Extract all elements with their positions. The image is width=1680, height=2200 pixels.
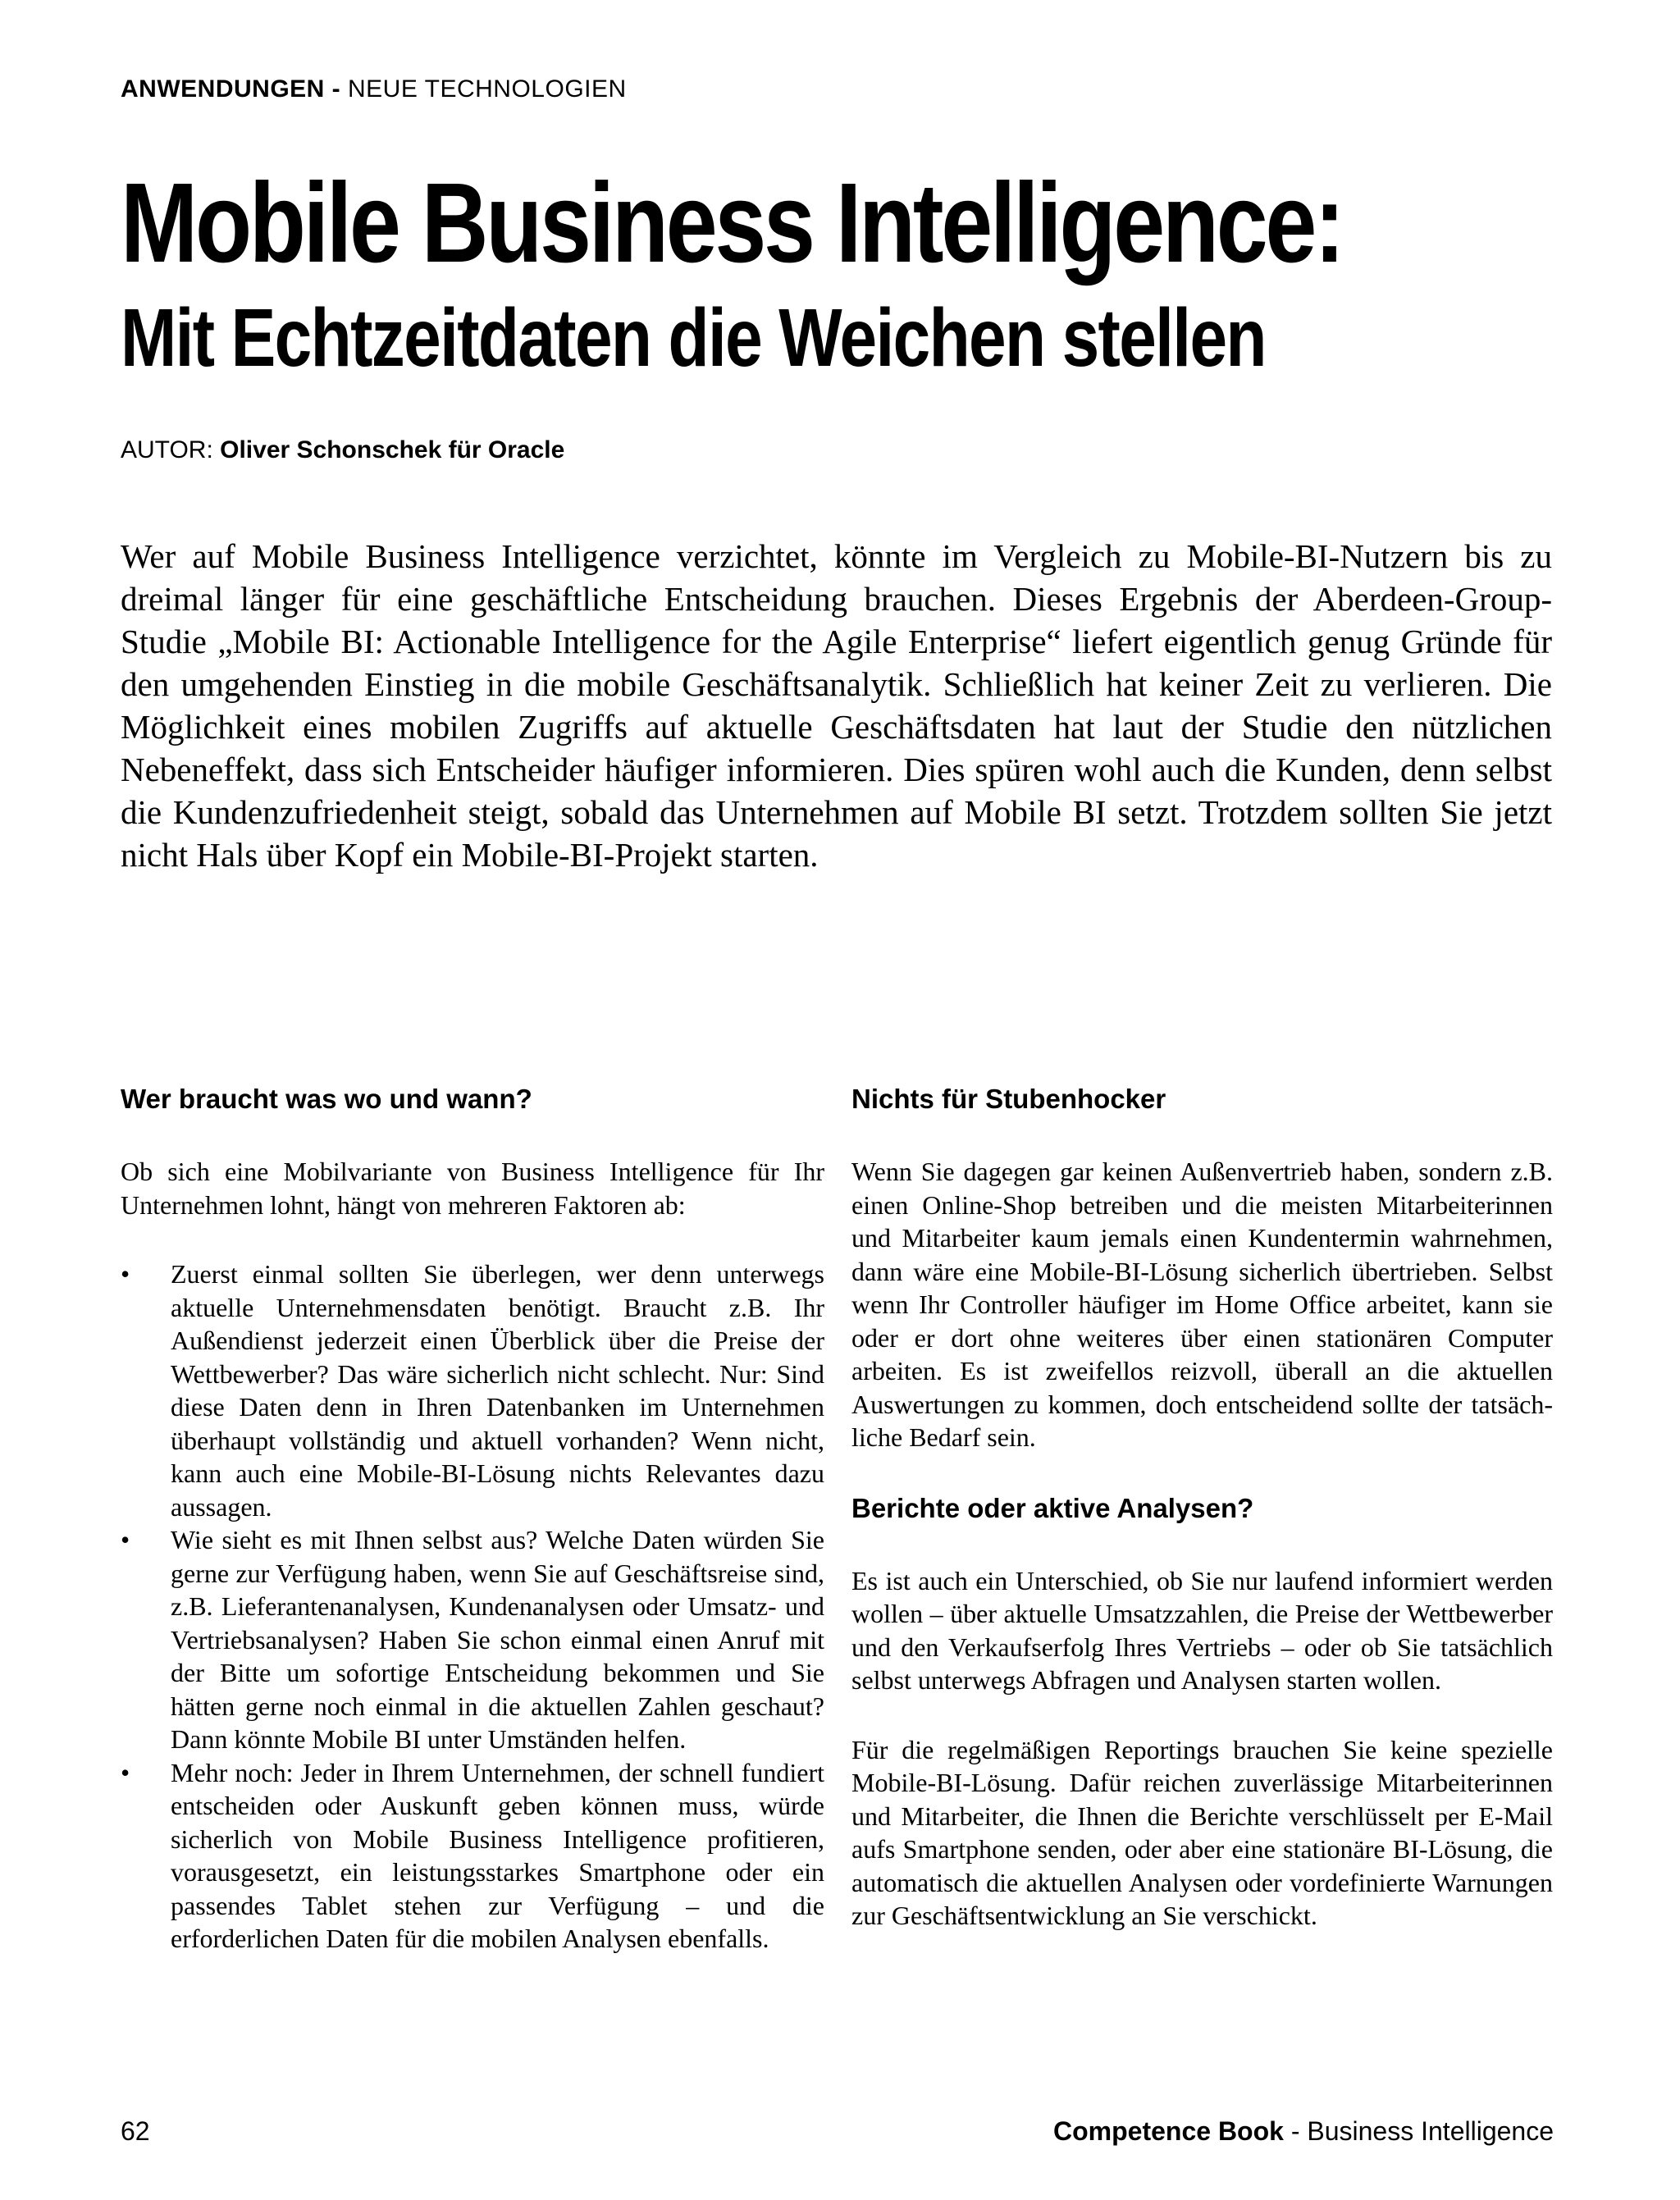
section-heading: Nichts für Stubenhocker — [851, 1084, 1166, 1114]
header-separator: - — [324, 75, 348, 103]
footer-publication — [1053, 2116, 1554, 2147]
bullet-text: Zuerst einmal sollten Sie überlegen, wer denn unterwegs aktuelle Unternehmensdaten benötigt. Braucht z.B. Ihr Außendienst jederzeit einen Überblick über die Preise der Wettbewerber? Das wäre sicherlich nicht schlecht. Nur: Sind diese Daten denn in Ihren Datenbanken im Unternehmen überhaupt vollständig und aktuell vorhanden? Wenn nicht, kann auch eine Mobile-BI-Lösung nichts Relevantes dazu aussagen. — [171, 1259, 824, 1522]
spacer — [851, 1454, 1553, 1492]
lead-paragraph: Wer auf Mobile Business Intelligence verzichtet, könnte im Vergleich zu Mobile-BI-Nutzern bis zu dreimal länger für eine geschäftliche Entscheidung brauchen. Dieses Ergebnis der Aberdeen-Group-Studie „Mobile BI: Actionable Intelligence for the Agile Enterprise“ liefert eigentlich genug Gründe für den umgehenden Einstieg in die mobile Geschäftsanalytik. Schließlich hat keiner Zeit zu verlieren. Die Möglichkeit eines mobilen Zugriffs auf aktuelle Geschäftsdaten hat laut der Studie den nützlichen Nebeneffekt, dass sich Entscheider häufiger informieren. Dies spüren wohl auch die Kunden, denn selbst die Kundenzufriedenheit steigt, sobald das Unternehmen auf Mobile BI setzt. Trotzdem sollten Sie jetzt nicht Hals über Kopf ein Mobile-BI-Projekt starten. — [121, 537, 1552, 874]
section-heading: Wer braucht was wo und wann? — [121, 1084, 532, 1114]
bullet-icon: • — [121, 1259, 130, 1289]
bullet-icon: • — [121, 1757, 130, 1787]
article-title: Mobile Business Intelligence: — [121, 160, 1343, 286]
bullet-text: Wie sieht es mit Ihnen selbst aus? Welche Daten würden Sie gerne zur Verfügung haben, wenn Sie auf Geschäftsreise sind, z.B. Lieferantenanalysen, Kundenanalysen oder Umsatz- und Vertriebsanalysen? Haben Sie schon einmal einen Anruf mit der Bitte um sofortige Entscheidung bekommen und Sie hätten gerne noch einmal in die aktuellen Zahlen geschaut? Dann könnte Mobile BI unter Umständen helfen. — [171, 1525, 824, 1754]
footer-section: Business Intelligence — [1307, 2116, 1554, 2146]
section-heading: Berichte oder aktive Analysen? — [851, 1492, 1254, 1523]
author-label: AUTOR: — [121, 436, 221, 463]
paragraph: Es ist auch ein Unterschied, ob Sie nur laufend informiert werden wollen – über aktuelle Umsatzzahlen, die Preise der Wettbewerber und den Verkaufserfolg Ihres Vertriebs – oder ob Sie tatsächlich selbst unterwegs Abfragen und Analysen starten wollen. — [851, 1565, 1553, 1695]
author-line — [121, 436, 564, 464]
footer-brand: Competence Book — [1053, 2116, 1284, 2146]
bullet-icon: • — [121, 1525, 130, 1554]
spacer — [121, 1221, 824, 1257]
bullet-text: Mehr noch: Jeder in Ihrem Unternehmen, der schnell fundiert entscheiden oder Auskunft geben können muss, würde sicherlich von Mobile Business Intelligence profitieren, vorausgesetzt, ein leistungsstarkes Smartphone oder ein passendes Tablet stehen zur Verfügung – und die erforderlichen Daten für die mobilen Analysen ebenfalls. — [171, 1757, 824, 1953]
page-number: 62 — [121, 2116, 150, 2146]
intro-paragraph: Ob sich eine Mobilvariante von Business Intelligence für Ihr Unternehmen lohnt, hängt von mehreren Faktoren ab: — [121, 1157, 824, 1220]
bullet-list — [121, 1257, 824, 1956]
left-column — [121, 1083, 824, 1956]
paragraph: Wenn Sie dagegen gar keinen Außenvertrieb haben, sondern z.B. einen Online-Shop betreiben und die meisten Mitarbeiterinnen und Mitarbeiter kaum jemals einen Kundentermin wahrnehmen, dann wäre eine Mobile-BI-Lösung sicherlich übertrieben. Selbst wenn Ihr Controller häufiger im Home Office arbeitet, kann sie oder er dort ohne weiteres über einen stationären Computer arbeiten. Es ist zweifellos reizvoll, überall an die aktuellen Auswertungen zu kommen, doch entscheidend sollte der tatsächliche Bedarf sein. — [851, 1157, 1553, 1452]
bullet-item — [121, 1257, 824, 1523]
section-header — [121, 75, 627, 103]
right-column — [851, 1083, 1553, 1933]
spacer — [851, 1697, 1553, 1733]
bullet-item — [121, 1523, 824, 1756]
article-subtitle: Mit Echtzeitdaten die Weichen stellen — [121, 292, 1266, 384]
subsection-label: NEUE TECHNOLOGIEN — [348, 75, 627, 103]
author-name: Oliver Schonschek für Oracle — [220, 436, 565, 463]
bullet-item — [121, 1756, 824, 1956]
section-label: ANWENDUNGEN — [121, 75, 325, 103]
paragraph: Für die regelmäßigen Reportings brauchen Sie keine spezielle Mobile-BI-Lösung. Dafür reichen zuverlässige Mitarbeiterinnen und Mitarbeiter, die Ihnen die Berichte verschlüsselt per E-Mail aufs Smartphone senden, oder aber eine stationäre BI-Lösung, die automatisch die aktuellen Analysen oder vordefinierte Warnungen zur Geschäftsentwicklung an Sie verschickt. — [851, 1734, 1553, 1930]
footer-separator: - — [1283, 2116, 1308, 2146]
